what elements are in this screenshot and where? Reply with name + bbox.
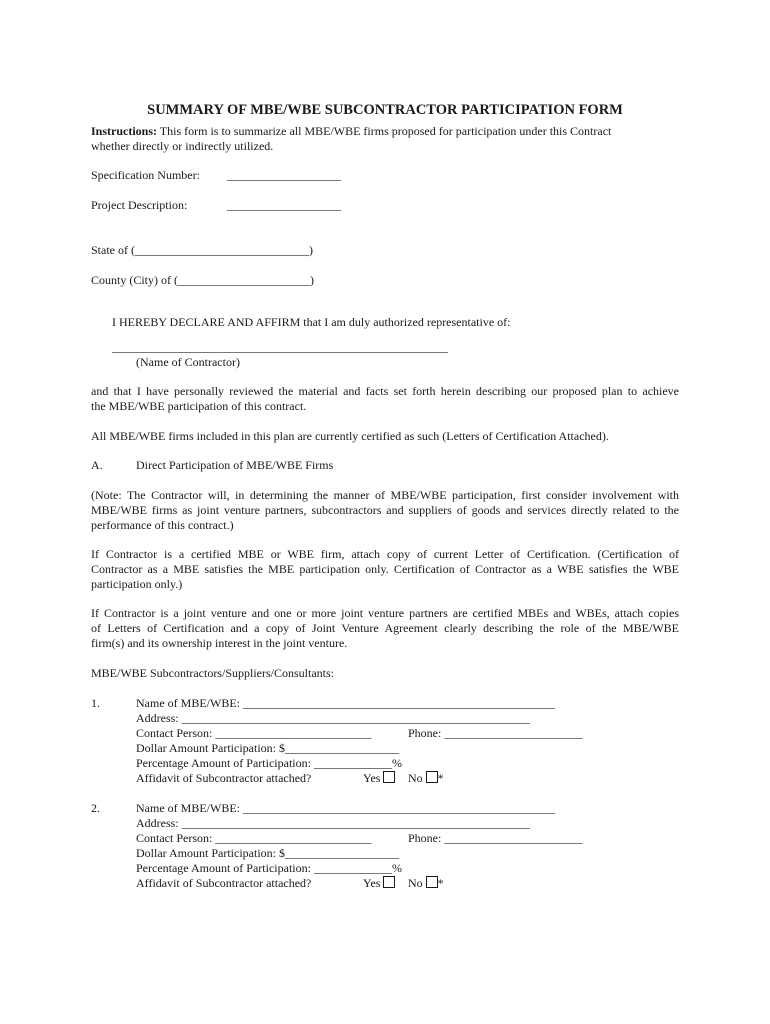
certification-paragraph [91, 547, 679, 592]
yes-label: Yes [363, 771, 381, 785]
subcontractors-heading: MBE/WBE Subcontractors/Suppliers/Consultants: [91, 666, 334, 680]
contractor-name-caption: (Name of Contractor) [136, 355, 240, 369]
note-line-3: performance of this contract.) [91, 518, 234, 532]
no-label: No [408, 876, 423, 890]
reviewed-paragraph [91, 384, 679, 414]
county-field[interactable]: County (City) of (______________________) [91, 273, 314, 287]
project-description-field[interactable]: ___________________ [227, 198, 341, 212]
cert-line-2: Contractor as a MBE satisfies the MBE participation only. Certification of Contractor as a WBE satisfies the WBE [91, 562, 679, 576]
spec-number-field[interactable]: ___________________ [227, 168, 341, 182]
instructions-label: Instructions: [91, 124, 158, 138]
asterisk: * [437, 771, 444, 785]
mbe-name-field[interactable]: Name of MBE/WBE: ____________________________________________________ [136, 801, 555, 815]
section-a-title: Direct Participation of MBE/WBE Firms [136, 458, 334, 472]
address-field[interactable]: Address: __________________________________________________________ [136, 816, 530, 830]
note-line-2: MBE/WBE firms as joint venture partners, subcontractors and suppliers of goods and services directly related to the [91, 503, 679, 517]
no-label: No [408, 771, 423, 785]
spec-number-label: Specification Number: [91, 168, 200, 182]
reviewed-line-2: the MBE/WBE participation of this contract. [91, 399, 307, 413]
asterisk: * [437, 876, 444, 890]
certified-paragraph: All MBE/WBE firms included in this plan are currently certified as such (Letters of Certification Attached). [91, 429, 609, 443]
jv-line-3: firm(s) and its ownership interest in the joint venture. [91, 636, 348, 650]
form-title: SUMMARY OF MBE/WBE SUBCONTRACTOR PARTICIPATION FORM [147, 102, 623, 118]
phone-field[interactable]: Phone: _______________________ [408, 831, 583, 845]
instructions-line-1 [91, 124, 611, 139]
declaration-text: I HEREBY DECLARE AND AFFIRM that I am duly authorized representative of: [112, 315, 511, 329]
reviewed-line-1: and that I have personally reviewed the material and facts set forth herein describing our proposed plan to achieve [91, 384, 679, 398]
entry-number: 1. [91, 696, 100, 710]
instructions-line-2: whether directly or indirectly utilized. [91, 139, 274, 153]
cert-line-3: participation only.) [91, 577, 183, 591]
affidavit-label: Affidavit of Subcontractor attached? [136, 771, 312, 785]
affidavit-no[interactable] [408, 771, 444, 786]
percentage-field[interactable]: Percentage Amount of Participation: _____________% [136, 756, 402, 770]
affidavit-yes[interactable] [363, 876, 395, 891]
affidavit-no[interactable] [408, 876, 444, 891]
entry-number: 2. [91, 801, 100, 815]
contact-person-field[interactable]: Contact Person: __________________________ [136, 831, 372, 845]
state-field[interactable]: State of (_____________________________) [91, 243, 313, 257]
dollar-amount-field[interactable]: Dollar Amount Participation: $___________________ [136, 741, 399, 755]
yes-label: Yes [363, 876, 381, 890]
affidavit-yes[interactable] [363, 771, 395, 786]
mbe-name-field[interactable]: Name of MBE/WBE: ____________________________________________________ [136, 696, 555, 710]
phone-field[interactable]: Phone: _______________________ [408, 726, 583, 740]
note-paragraph [91, 488, 679, 533]
contact-person-field[interactable]: Contact Person: __________________________ [136, 726, 372, 740]
joint-venture-paragraph [91, 606, 679, 651]
affidavit-label: Affidavit of Subcontractor attached? [136, 876, 312, 890]
jv-line-2: of Letters of Certification and a copy of Joint Venture Agreement clearly describing the role of the MBE/WBE [91, 621, 679, 635]
no-checkbox[interactable] [426, 771, 438, 783]
contractor-name-field[interactable]: ________________________________________________________ [112, 340, 448, 354]
note-line-1: (Note: The Contractor will, in determining the manner of MBE/WBE participation, first consider involvement with [91, 488, 679, 502]
percentage-field[interactable]: Percentage Amount of Participation: _____________% [136, 861, 402, 875]
instructions-text-1: This form is to summarize all MBE/WBE firms proposed for participation under this Contract [157, 124, 612, 138]
project-description-label: Project Description: [91, 198, 188, 212]
address-field[interactable]: Address: __________________________________________________________ [136, 711, 530, 725]
no-checkbox[interactable] [426, 876, 438, 888]
cert-line-1: If Contractor is a certified MBE or WBE firm, attach copy of current Letter of Certification. (Certification of [91, 547, 679, 561]
dollar-amount-field[interactable]: Dollar Amount Participation: $___________________ [136, 846, 399, 860]
yes-checkbox[interactable] [383, 771, 395, 783]
yes-checkbox[interactable] [383, 876, 395, 888]
section-a-letter: A. [91, 458, 103, 472]
jv-line-1: If Contractor is a joint venture and one or more joint venture partners are certified MBEs and WBEs, attach copies [91, 606, 679, 620]
